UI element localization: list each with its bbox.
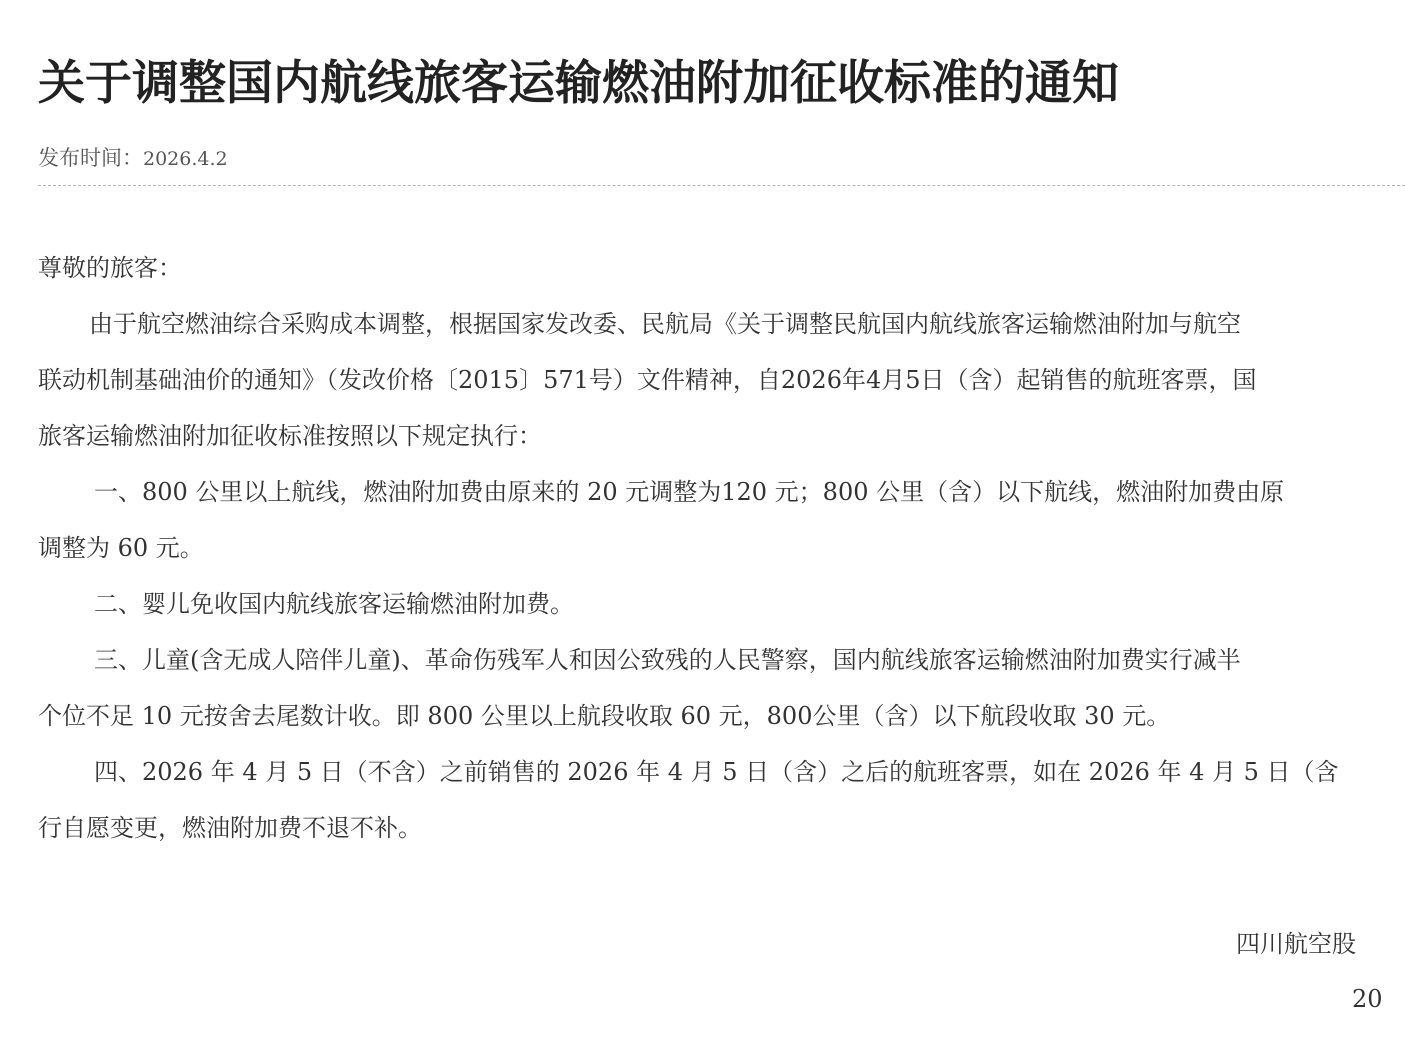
salutation: 尊敬的旅客： bbox=[38, 254, 182, 282]
paragraph-1-line-1: 由于航空燃油综合采购成本调整，根据国家发改委、民航局《关于调整民航国内航线旅客运输燃油附加与航空 bbox=[89, 310, 1241, 338]
item-3-line-2: 个位不足 10 元按舍去尾数计收。即 800 公里以上航段收取 60 元，800公里（含）以下航段收取 30 元。 bbox=[38, 702, 1171, 730]
paragraph-1-line-3: 旅客运输燃油附加征收标准按照以下规定执行： bbox=[38, 422, 542, 450]
item-1-line-1: 一、800 公里以上航线，燃油附加费由原来的 20 元调整为120 元；800 公里（含）以下航线，燃油附加费由原 bbox=[94, 478, 1285, 506]
item-2-line-1: 二、婴儿免收国内航线旅客运输燃油附加费。 bbox=[94, 590, 574, 618]
item-4-line-1: 四、2026 年 4 月 5 日（不含）之前销售的 2026 年 4 月 5 日（含）之后的航班客票，如在 2026 年 4 月 5 日（含 bbox=[94, 758, 1339, 786]
signature-date: 20 bbox=[1352, 985, 1383, 1013]
item-1-line-2: 调整为 60 元。 bbox=[38, 534, 204, 562]
item-4-line-2: 行自愿变更，燃油附加费不退不补。 bbox=[38, 814, 422, 842]
item-3-line-1: 三、儿童(含无成人陪伴儿童)、革命伤残军人和因公致残的人民警察，国内航线旅客运输燃油附加费实行减半 bbox=[94, 646, 1241, 674]
signature-organization: 四川航空股 bbox=[1236, 930, 1356, 958]
page-title: 关于调整国内航线旅客运输燃油附加征收标准的通知 bbox=[38, 56, 1119, 111]
paragraph-1-line-2: 联动机制基础油价的通知》（发改价格〔2015〕571号）文件精神，自2026年4月5日（含）起销售的航班客票，国 bbox=[38, 366, 1257, 394]
publish-info bbox=[38, 143, 228, 174]
notice-page bbox=[38, 0, 1405, 1054]
dashed-divider bbox=[38, 185, 1405, 186]
publish-label: 发布时间： bbox=[38, 146, 143, 170]
publish-date: 2026.4.2 bbox=[143, 148, 228, 170]
notice-body bbox=[38, 240, 1405, 856]
